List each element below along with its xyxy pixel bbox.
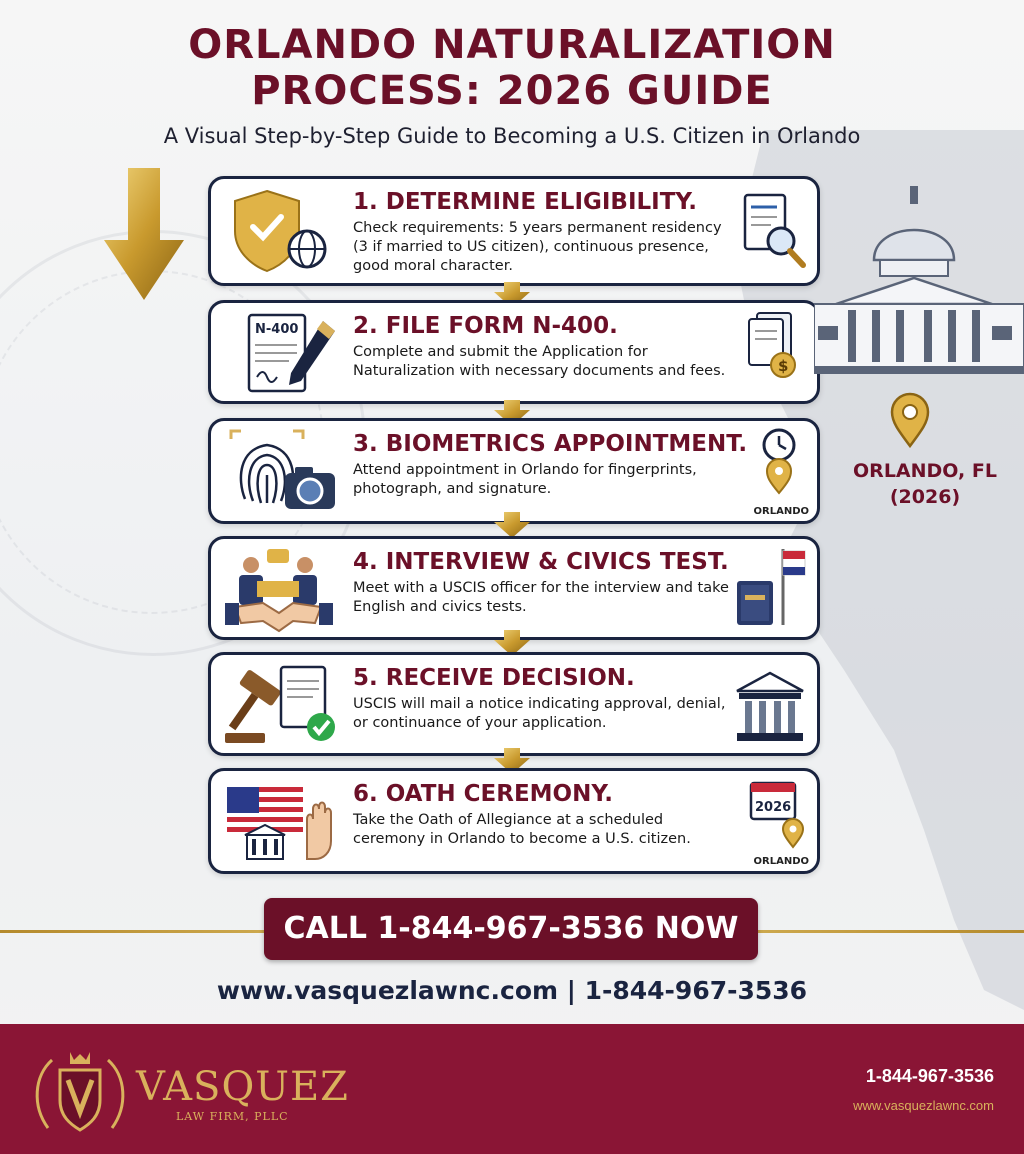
step-card-5 [208,652,820,756]
orlando-mini-label: ORLANDO [753,856,809,867]
step-description: Take the Oath of Allegiance at a scheduled ceremony in Orlando to become a U.S. citizen. [353,812,691,847]
step-title: 1. DETERMINE ELIGIBILITY. [353,189,698,215]
shield-check-globe-icon [223,187,343,273]
book-flag-icon [733,545,807,629]
step-title: 2. FILE FORM N-400. [353,313,618,339]
page-subtitle: A Visual Step-by-Step Guide to Becoming a U.S. Citizen in Orlando [163,124,861,148]
call-now-button[interactable]: CALL 1-844-967-3536 NOW [264,898,758,960]
form-pen-icon [223,311,343,397]
location-pin-icon [890,392,930,448]
courthouse-icon [733,667,807,747]
page-title: ORLANDO NATURALIZATION PROCESS: 2026 GUIDE [188,22,836,114]
law-firm-logo-icon [30,1046,130,1138]
step-description: Attend appointment in Orlando for fingerprints, photograph, and signature. [353,462,697,497]
gavel-approval-icon [223,663,343,749]
calendar-year: 2026 [755,800,792,815]
step-card-2 [208,300,820,404]
step-title: 6. OATH CEREMONY. [353,781,613,807]
logo-subtitle: LAW FIRM, PLLC [176,1110,289,1123]
step-description: Meet with a USCIS officer for the interview and take English and civics tests. [353,580,729,615]
contact-line: www.vasquezlawnc.com | 1-844-967-3536 [216,976,808,1005]
step-description: Check requirements: 5 years permanent residency (3 if married to US citizen), continuous presence, good moral character. [353,220,722,274]
step-title: 3. BIOMETRICS APPOINTMENT. [353,431,748,457]
step-title: 4. INTERVIEW & CIVICS TEST. [353,549,729,575]
documents-fee-icon [739,309,807,389]
down-arrow-icon [104,168,184,304]
document-search-icon [739,191,807,271]
logo-name: VASQUEZ [136,1064,349,1110]
step-title: 5. RECEIVE DECISION. [353,665,635,691]
fingerprint-camera-icon [223,429,343,515]
svg-text:$: $ [778,357,789,375]
capitol-building-icon [814,180,1024,380]
form-label: N-400 [255,322,299,337]
footer-phone[interactable]: 1-844-967-3536 [865,1066,994,1086]
location-label: ORLANDO, FL (2026) [853,460,997,508]
orlando-mini-label: ORLANDO [753,506,809,517]
step-description: Complete and submit the Application for Naturalization with necessary documents and fees. [353,344,726,379]
step-card-1 [208,176,820,286]
clock-pin-icon [739,427,807,497]
step-card-6 [208,768,820,874]
calendar-pin-icon [747,777,807,849]
handshake-interview-icon [223,547,343,633]
step-card-3 [208,418,820,524]
step-description: USCIS will mail a notice indicating approval, denial, or continuance of your application. [353,696,726,731]
flag-oath-hand-icon [223,779,343,865]
footer-website[interactable]: www.vasquezlawnc.com [853,1098,994,1113]
step-card-4 [208,536,820,640]
connector-arrow-icon [494,512,530,538]
